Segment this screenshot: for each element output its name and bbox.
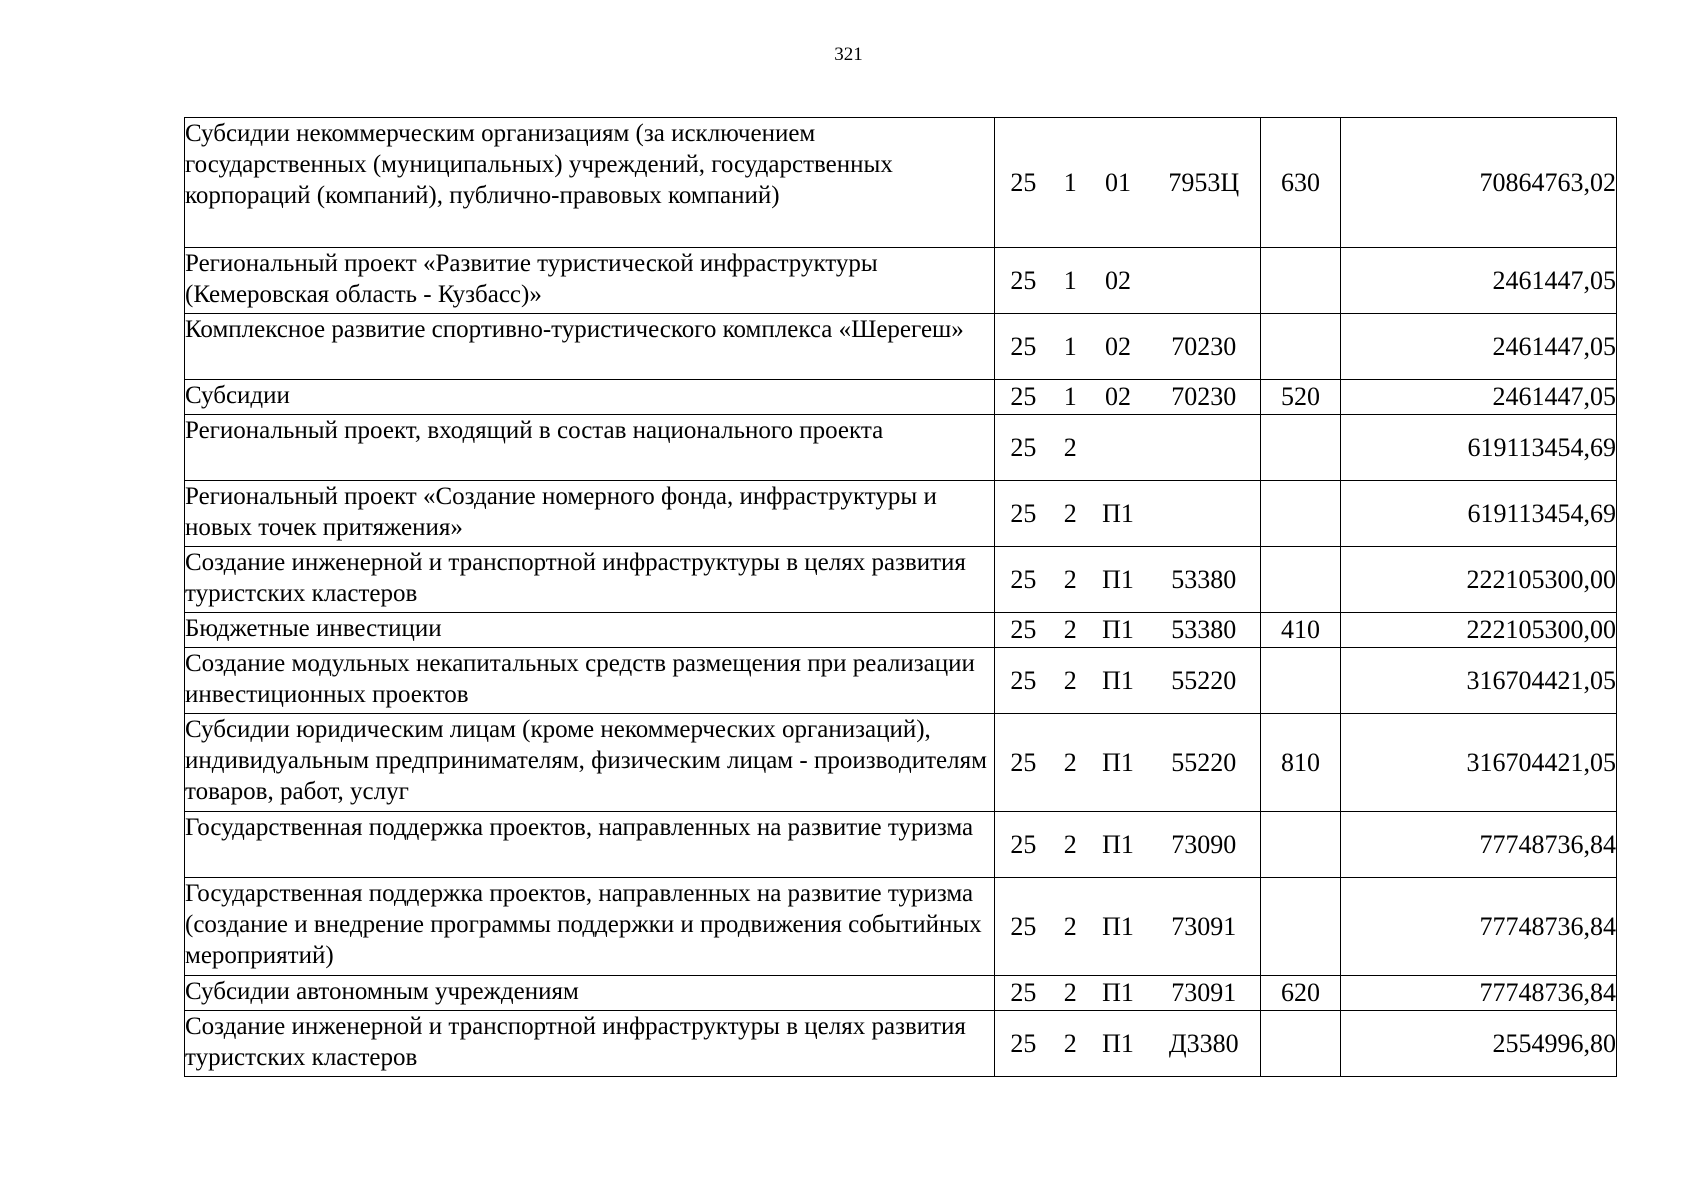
amount: 77748736,84 [1341,976,1617,1011]
code-subprogram: 2 [1063,615,1077,644]
code-direction: 73091 [1171,978,1237,1007]
code-event: П1 [1102,665,1134,695]
code-program: 25 [1010,911,1037,941]
table-row [185,118,1617,248]
code-event: 02 [1105,331,1132,361]
budget-table [184,117,1617,1077]
expense-type-code [1261,1011,1341,1077]
row-codes [995,415,1261,481]
code-direction: 53380 [1171,564,1237,594]
code-program: 25 [1010,747,1037,777]
code-direction: 73091 [1171,911,1237,941]
code-subprogram: 2 [1063,665,1077,695]
row-codes [995,547,1261,613]
row-name: Бюджетные инвестиции [185,613,995,648]
code-program: 25 [1010,265,1037,295]
row-name: Субсидии автономным учреждениям [185,976,995,1011]
table-row [185,714,1617,812]
table-row [185,547,1617,613]
amount: 2554996,80 [1341,1011,1617,1077]
code-event: П1 [1102,564,1134,594]
code-event: П1 [1102,829,1134,859]
code-subprogram: 2 [1063,564,1077,594]
code-program: 25 [1010,432,1037,462]
expense-type-code: 410 [1261,613,1341,648]
row-name: Региональный проект «Создание номерного фонда, инфраструктуры и новых точек притяжения» [185,481,995,547]
table-row [185,976,1617,1011]
row-name: Субсидии юридическим лицам (кроме некоммерческих организаций), индивидуальным предпринимателям, физическим лицам - производителям товаров, работ, услуг [185,714,995,812]
code-direction: 73090 [1171,829,1237,859]
expense-type-code: 630 [1261,118,1341,248]
row-codes [995,648,1261,714]
code-direction: 7953Ц [1168,167,1240,197]
code-subprogram: 1 [1063,331,1077,361]
code-subprogram: 2 [1063,432,1077,462]
row-name: Региональный проект «Развитие туристической инфраструктуры (Кемеровская область - Кузбасс)» [185,248,995,314]
table-row [185,878,1617,976]
amount: 619113454,69 [1341,415,1617,481]
row-codes [995,613,1261,648]
row-codes [995,812,1261,878]
code-direction: 55220 [1171,747,1237,777]
amount: 222105300,00 [1341,547,1617,613]
table-row [185,415,1617,481]
code-direction: 70230 [1171,331,1237,361]
expense-type-code: 620 [1261,976,1341,1011]
row-name: Государственная поддержка проектов, направленных на развитие туризма [185,812,995,878]
code-direction: Д3380 [1168,1028,1239,1058]
table-row [185,380,1617,415]
row-name: Субсидии некоммерческим организациям (за исключением государственных (муниципальных) учреждений, государственных корпораций (компаний), публично-правовых компаний) [185,118,995,248]
expense-type-code [1261,481,1341,547]
code-event: 01 [1105,167,1132,197]
row-name: Государственная поддержка проектов, направленных на развитие туризма (создание и внедрение программы поддержки и продвижения событийных мероприятий) [185,878,995,976]
expense-type-code [1261,547,1341,613]
code-program: 25 [1010,167,1037,197]
row-codes [995,878,1261,976]
expense-type-code [1261,812,1341,878]
expense-type-code [1261,415,1341,481]
code-direction: 70230 [1171,382,1237,411]
row-codes [995,481,1261,547]
expense-type-code: 520 [1261,380,1341,415]
code-program: 25 [1010,382,1037,411]
code-program: 25 [1010,615,1037,644]
code-subprogram: 1 [1063,382,1077,411]
amount: 316704421,05 [1341,648,1617,714]
code-event: 02 [1105,265,1132,295]
row-codes [995,380,1261,415]
code-program: 25 [1010,564,1037,594]
row-name: Создание инженерной и транспортной инфраструктуры в целях развития туристских кластеров [185,1011,995,1077]
amount: 2461447,05 [1341,380,1617,415]
table-row [185,314,1617,380]
code-program: 25 [1010,665,1037,695]
code-event: П1 [1102,911,1134,941]
code-event: П1 [1102,978,1134,1007]
code-subprogram: 2 [1063,747,1077,777]
code-subprogram: 2 [1063,829,1077,859]
amount: 77748736,84 [1341,878,1617,976]
code-subprogram: 2 [1063,1028,1077,1058]
row-name: Создание инженерной и транспортной инфраструктуры в целях развития туристских кластеров [185,547,995,613]
code-subprogram: 1 [1063,265,1077,295]
row-codes [995,118,1261,248]
amount: 77748736,84 [1341,812,1617,878]
code-direction: 53380 [1171,615,1237,644]
row-codes [995,976,1261,1011]
amount: 2461447,05 [1341,314,1617,380]
table-row [185,248,1617,314]
row-name: Комплексное развитие спортивно-туристического комплекса «Шерегеш» [185,314,995,380]
code-subprogram: 1 [1063,167,1077,197]
amount: 619113454,69 [1341,481,1617,547]
row-name: Создание модульных некапитальных средств размещения при реализации инвестиционных проектов [185,648,995,714]
row-codes [995,248,1261,314]
code-event: П1 [1102,1028,1134,1058]
table-row [185,812,1617,878]
code-program: 25 [1010,1028,1037,1058]
code-program: 25 [1010,498,1037,528]
row-codes [995,1011,1261,1077]
code-event: П1 [1102,615,1134,644]
table-row [185,481,1617,547]
row-codes [995,314,1261,380]
code-program: 25 [1010,978,1037,1007]
amount: 70864763,02 [1341,118,1617,248]
code-subprogram: 2 [1063,498,1077,528]
row-name: Субсидии [185,380,995,415]
code-subprogram: 2 [1063,911,1077,941]
code-event: 02 [1105,382,1132,411]
table-row [185,648,1617,714]
table-row [185,1011,1617,1077]
code-program: 25 [1010,331,1037,361]
expense-type-code [1261,648,1341,714]
table-row [185,613,1617,648]
page-number: 321 [834,44,863,65]
expense-type-code [1261,314,1341,380]
expense-type-code [1261,878,1341,976]
code-subprogram: 2 [1063,978,1077,1007]
expense-type-code: 810 [1261,714,1341,812]
expense-type-code [1261,248,1341,314]
row-name: Региональный проект, входящий в состав национального проекта [185,415,995,481]
code-event: П1 [1102,747,1134,777]
amount: 316704421,05 [1341,714,1617,812]
code-program: 25 [1010,829,1037,859]
code-event: П1 [1102,498,1134,528]
amount: 222105300,00 [1341,613,1617,648]
row-codes [995,714,1261,812]
code-direction: 55220 [1171,665,1237,695]
amount: 2461447,05 [1341,248,1617,314]
